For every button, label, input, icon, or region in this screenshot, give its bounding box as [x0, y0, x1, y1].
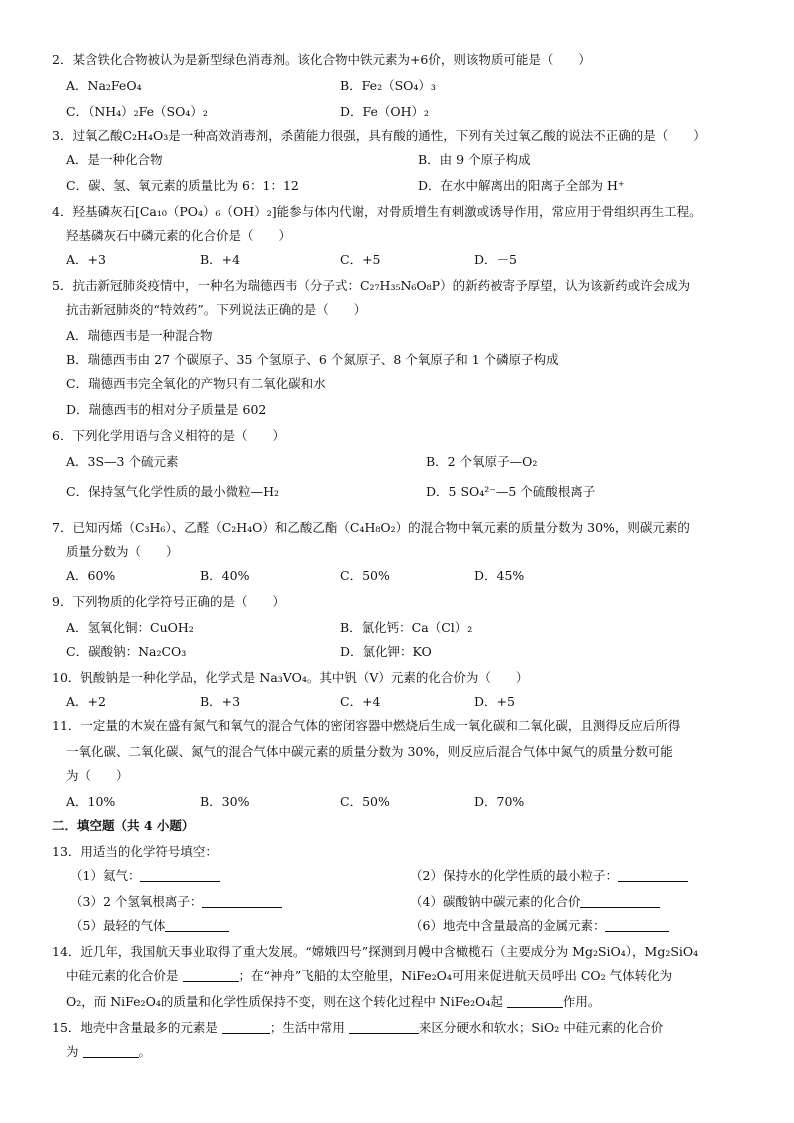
q2-option-d[interactable]: D．Fe（OH）₂	[340, 104, 430, 119]
q5-stem-line2: 抗击新冠肺炎的“特效药”。下列说法正确的是（ ）	[66, 302, 367, 317]
q10-option-c[interactable]: C．+4	[340, 694, 381, 709]
q11-stem-line2: 一氧化碳、二氧化碳、氮气的混合气体中碳元素的质量分数为 30%，则反应后混合气体中氮气的质量分数可能	[66, 744, 673, 759]
section-title-fill-in: 二．填空题（共 4 小题）	[52, 818, 195, 833]
q3-option-d[interactable]: D．在水中解离出的阳离子全部为 H⁺	[418, 178, 625, 193]
q15-line2-text-a: 为	[66, 1044, 79, 1059]
q14-line3-text-a: O₂，而 NiFe₂O₄的质量和化学性质保持不变，则在这个转化过程中 NiFe₂O₄起	[66, 994, 503, 1009]
q3-option-a[interactable]: A．是一种化合物	[66, 152, 163, 167]
q13-answer-5-blank[interactable]	[165, 919, 229, 932]
q11-option-c[interactable]: C．50%	[340, 794, 390, 809]
q13-item-5-label: （5）最轻的气体	[70, 918, 166, 933]
q3-option-b[interactable]: B．由 9 个原子构成	[418, 152, 531, 167]
q13-item-1	[70, 868, 220, 884]
q3-stem: 3．过氧乙酸C₂H₄O₃是一种高效消毒剂，杀菌能力很强，具有酸的通性，下列有关过氧乙酸的说法不正确的是（ ）	[52, 128, 706, 143]
q11-stem-line1: 11．一定量的木炭在盛有氮气和氧气的混合气体的密闭容器中燃烧后生成一氧化碳和二氧化碳，且测得反应后所得	[52, 718, 681, 733]
q9-stem: 9．下列物质的化学符号正确的是（ ）	[52, 594, 285, 609]
q14-line2-text-a: 中硅元素的化合价是	[66, 968, 179, 983]
q15-answer-1-blank[interactable]	[222, 1021, 270, 1034]
q2-option-b[interactable]: B．Fe₂（SO₄）₃	[340, 78, 436, 93]
q14-line2	[66, 968, 672, 984]
q14-line3	[66, 994, 600, 1010]
q9-option-a[interactable]: A．氢氧化铜：CuOH₂	[66, 620, 194, 635]
q4-option-b[interactable]: B．+4	[200, 252, 241, 267]
q4-option-a[interactable]: A．+3	[66, 252, 106, 267]
q15-answer-3-blank[interactable]	[83, 1045, 139, 1058]
q13-answer-3-blank[interactable]	[202, 895, 282, 908]
q15-line1-text-b: ；生活中常用	[269, 1020, 345, 1035]
q7-option-b[interactable]: B．40%	[200, 568, 250, 583]
q14-answer-1-blank[interactable]	[183, 969, 239, 982]
q6-option-a[interactable]: A．3S—3 个硫元素	[66, 454, 179, 469]
q5-stem-line1: 5．抗击新冠肺炎疫情中，一种名为瑞德西韦（分子式：C₂₇H₃₅N₆O₈P）的新药被寄予厚望，认为该新药或许会成为	[52, 278, 691, 293]
q13-answer-1-blank[interactable]	[140, 869, 220, 882]
q4-stem-line2: 羟基磷灰石中磷元素的化合价是（ ）	[66, 228, 292, 243]
q9-option-c[interactable]: C．碳酸钠：Na₂CO₃	[66, 644, 187, 659]
q5-option-d[interactable]: D．瑞德西韦的相对分子质量是 602	[66, 402, 267, 417]
q7-option-c[interactable]: C．50%	[340, 568, 390, 583]
q5-option-b[interactable]: B．瑞德西韦由 27 个碳原子、35 个氢原子、6 个氮原子、8 个氧原子和 1 个磷原子构成	[66, 352, 559, 367]
q7-option-d[interactable]: D．45%	[474, 568, 525, 583]
q11-option-a[interactable]: A．10%	[66, 794, 116, 809]
q15-line2-text-b: 。	[138, 1044, 152, 1059]
q4-option-c[interactable]: C．+5	[340, 252, 381, 267]
q10-stem: 10．钒酸钠是一种化学品，化学式是 Na₃VO₄。其中钒（V）元素的化合价为（ ）	[52, 670, 529, 685]
q15-line1-text-a: 15．地壳中含量最多的元素是	[52, 1020, 218, 1035]
q2-option-c[interactable]: C．（NH₄）₂Fe（SO₄）₂	[66, 104, 208, 119]
q14-line2-text-b: ；在“神舟”飞船的太空舱里，NiFe₂O₄可用来促进航天员呼出 CO₂ 气体转化为	[238, 968, 673, 983]
q11-stem-line3: 为（ ）	[66, 768, 129, 783]
q13-item-3-label: （3）2 个氢氧根离子：	[70, 894, 203, 909]
q14-answer-2-blank[interactable]	[507, 995, 563, 1008]
q10-option-a[interactable]: A．+2	[66, 694, 106, 709]
q13-item-5	[70, 918, 229, 934]
q11-option-b[interactable]: B．30%	[200, 794, 250, 809]
q13-item-4	[410, 894, 660, 910]
q14-line1: 14．近几年，我国航天事业取得了重大发展。“嫦娥四号”探测到月幔中含橄榄石（主要成分为 Mg₂SiO₄），Mg₂SiO₄	[52, 944, 699, 959]
q11-option-d[interactable]: D．70%	[474, 794, 525, 809]
q15-line1	[52, 1020, 663, 1036]
q13-item-6-label: （6）地壳中含量最高的金属元素：	[410, 918, 606, 933]
q7-stem-line2: 质量分数为（ ）	[66, 544, 179, 559]
q13-item-6	[410, 918, 669, 934]
q15-line2	[66, 1044, 151, 1060]
q10-option-b[interactable]: B．+3	[200, 694, 241, 709]
q5-option-c[interactable]: C．瑞德西韦完全氧化的产物只有二氧化碳和水	[66, 376, 326, 391]
q13-item-1-label: （1）氦气：	[70, 868, 141, 883]
q13-item-2	[410, 868, 688, 884]
q13-answer-4-blank[interactable]	[580, 895, 660, 908]
q13-item-4-label: （4）碳酸钠中碳元素的化合价	[410, 894, 581, 909]
q7-stem-line1: 7．已知丙烯（C₃H₆）、乙醛（C₂H₄O）和乙酸乙酯（C₄H₈O₂）的混合物中氧元素的质量分数为 30%，则碳元素的	[52, 520, 690, 535]
q13-item-3	[70, 894, 282, 910]
q14-line3-text-b: 作用。	[562, 994, 601, 1009]
q13-item-2-label: （2）保持水的化学性质的最小粒子：	[410, 868, 618, 883]
q9-option-d[interactable]: D．氯化钾：KO	[340, 644, 432, 659]
q4-option-d[interactable]: D．－5	[474, 252, 517, 267]
q6-option-c[interactable]: C．保持氢气化学性质的最小微粒—H₂	[66, 484, 279, 499]
q13-answer-2-blank[interactable]	[618, 869, 688, 882]
q5-option-a[interactable]: A．瑞德西韦是一种混合物	[66, 328, 213, 343]
q9-option-b[interactable]: B．氯化钙：Ca（Cl）₂	[340, 620, 473, 635]
q3-option-c[interactable]: C．碳、氢、氧元素的质量比为 6：1：12	[66, 178, 299, 193]
q2-option-a[interactable]: A．Na₂FeO₄	[66, 78, 142, 93]
q2-stem: 2．某含铁化合物被认为是新型绿色消毒剂。该化合物中铁元素为+6价，则该物质可能是（ ）	[52, 52, 591, 67]
q13-stem: 13．用适当的化学符号填空：	[52, 844, 218, 859]
q13-answer-6-blank[interactable]	[605, 919, 669, 932]
q15-answer-2-blank[interactable]	[349, 1021, 419, 1034]
q6-option-b[interactable]: B．2 个氧原子—O₂	[426, 454, 538, 469]
q4-stem-line1: 4．羟基磷灰石[Ca₁₀（PO₄）₆（OH）₂]能参与体内代谢，对骨质增生有刺激或诱导作用，常应用于骨组织再生工程。	[52, 204, 702, 219]
q7-option-a[interactable]: A．60%	[66, 568, 116, 583]
q6-stem: 6．下列化学用语与含义相符的是（ ）	[52, 428, 285, 443]
q15-line1-text-c: 来区分硬水和软水；SiO₂ 中硅元素的化合价	[418, 1020, 664, 1035]
q6-option-d[interactable]: D．5 SO₄²⁻—5 个硫酸根离子	[426, 484, 596, 499]
q10-option-d[interactable]: D．+5	[474, 694, 515, 709]
